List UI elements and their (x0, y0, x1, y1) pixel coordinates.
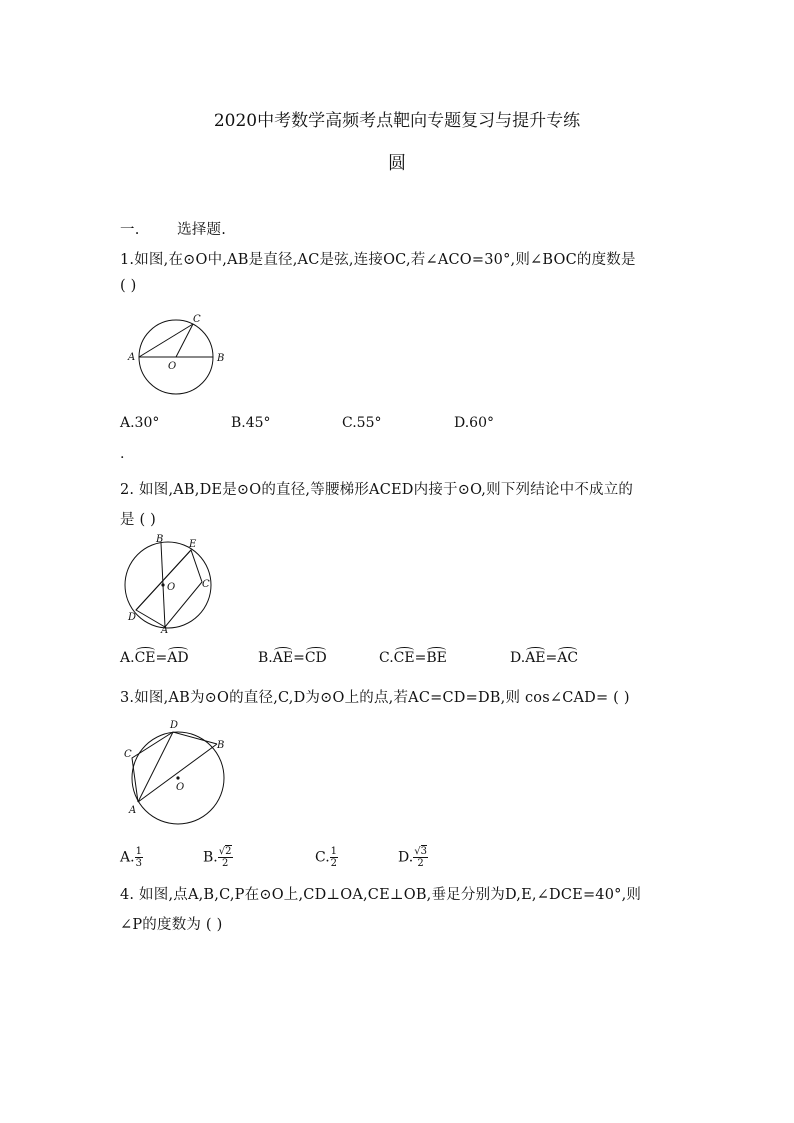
q1-choice-d: D.60° (454, 415, 494, 431)
q3-choice-b-root-sign: √ (218, 846, 226, 857)
q3-choice-a-den: 3 (135, 858, 142, 869)
q2-label-o: O (167, 582, 176, 593)
q2-label-e: E (189, 539, 197, 550)
q2-choice-c-eq: = (414, 650, 427, 666)
q2-label-b: B (156, 534, 164, 545)
q1-figure (120, 310, 235, 395)
q3-choice-d-den: 2 (417, 858, 424, 869)
q3-choice-a-num: 1 (135, 846, 142, 857)
q3-choice-b (203, 846, 233, 869)
q1-label-b: B (217, 353, 225, 364)
q2-choice-c-arc-left: CE (393, 650, 415, 666)
q2-choice-c-arc-right: BE (426, 650, 447, 666)
q2-choice-a-eq: = (155, 650, 168, 666)
q2-text-line1: 2. 如图,AB,DE是⊙O的直径,等腰梯形ACED内接于⊙O,则下列结论中不成立的 (120, 482, 634, 498)
q3-choice-a-letter: A. (120, 849, 135, 866)
q1-label-c: C (193, 314, 201, 325)
q2-text-line2: 是 ( ) (120, 512, 157, 528)
q2-choice-b-letter: B. (258, 650, 273, 666)
q3-label-a: A (129, 805, 137, 816)
q2-choice-c-letter: C. (379, 650, 394, 666)
q2-choice-d-eq: = (545, 650, 558, 666)
q2-choice-a (120, 650, 189, 666)
q3-label-c: C (124, 749, 132, 760)
q2-label-c: C (202, 579, 210, 590)
q3-choice-c-den: 2 (330, 858, 338, 869)
q3-text-line1: 3.如图,AB为⊙O的直径,C,D为⊙O上的点,若AC=CD=DB,则 cos∠CAD= ( ) (120, 690, 630, 706)
q1-stray-dot: . (120, 446, 125, 462)
q2-choice-a-arc-left: CE (134, 650, 156, 666)
q3-choice-d-fraction (413, 846, 428, 869)
q3-choice-b-fraction (218, 846, 233, 869)
q3-choice-c-letter: C. (315, 849, 330, 866)
q2-choice-d-letter: D. (510, 650, 526, 666)
q1-label-a: A (128, 352, 136, 363)
q3-label-b: B (217, 740, 225, 751)
q2-label-d: D (128, 612, 137, 623)
q4-text-line2: ∠P的度数为 ( ) (120, 917, 223, 933)
q1-text-line2: ( ) (120, 278, 137, 294)
q3-choice-d-num-wrap (413, 846, 428, 858)
section-label: 选择题. (177, 222, 227, 238)
q2-label-a: A (161, 625, 169, 633)
q3-choice-d-root-sign: √ (414, 846, 421, 857)
q2-choice-b-eq: = (293, 650, 305, 666)
page-title: 2020中考数学高频考点靶向专题复习与提升专练 (213, 111, 581, 131)
q1-choice-c: C.55° (342, 415, 382, 431)
q2-choice-a-letter: A. (120, 650, 135, 666)
q3-label-d: D (170, 720, 179, 731)
section-heading (120, 218, 226, 239)
q3-choice-c-num: 1 (330, 846, 338, 857)
q3-choice-d-letter: D. (398, 849, 414, 866)
q3-choice-b-letter: B. (203, 849, 218, 866)
page-subtitle: 圆 (388, 153, 406, 174)
q3-choice-a-fraction (135, 846, 143, 869)
q2-choice-c (379, 650, 447, 666)
q2-choice-d (510, 650, 578, 666)
q3-choice-d-num: 3 (420, 846, 427, 857)
q3-choice-b-num-wrap (218, 846, 233, 858)
q3-choice-a (120, 846, 143, 869)
q3-choice-c-fraction (330, 846, 338, 869)
q3-choice-b-den: 2 (221, 858, 229, 869)
q2-choice-b (258, 650, 327, 666)
q4-text-line1: 4. 如图,点A,B,C,P在⊙O上,CD⊥OA,CE⊥OB,垂足分别为D,E,∠DCE=40°,则 (120, 887, 642, 903)
q2-choice-a-arc-right: AD (167, 650, 189, 666)
q1-choice-b: B.45° (231, 415, 271, 431)
q3-choice-d (398, 846, 428, 869)
q3-label-o: O (176, 782, 185, 793)
q2-choice-b-arc-right: CD (304, 650, 327, 666)
q2-figure (118, 533, 218, 633)
q3-choice-b-num: 2 (225, 846, 232, 857)
q2-choice-d-arc-left: AE (525, 650, 546, 666)
q1-choice-a: A.30° (120, 415, 160, 431)
section-number: 一. (120, 222, 140, 238)
q2-choice-b-arc-left: AE (272, 650, 294, 666)
q3-figure (120, 716, 230, 831)
q1-text-line1: 1.如图,在⊙O中,AB是直径,AC是弦,连接OC,若∠ACO=30°,则∠BOC的度数是 (120, 252, 636, 268)
q3-choice-c (315, 846, 338, 869)
q2-choice-d-arc-right: AC (557, 650, 579, 666)
q1-label-o: O (168, 361, 177, 372)
